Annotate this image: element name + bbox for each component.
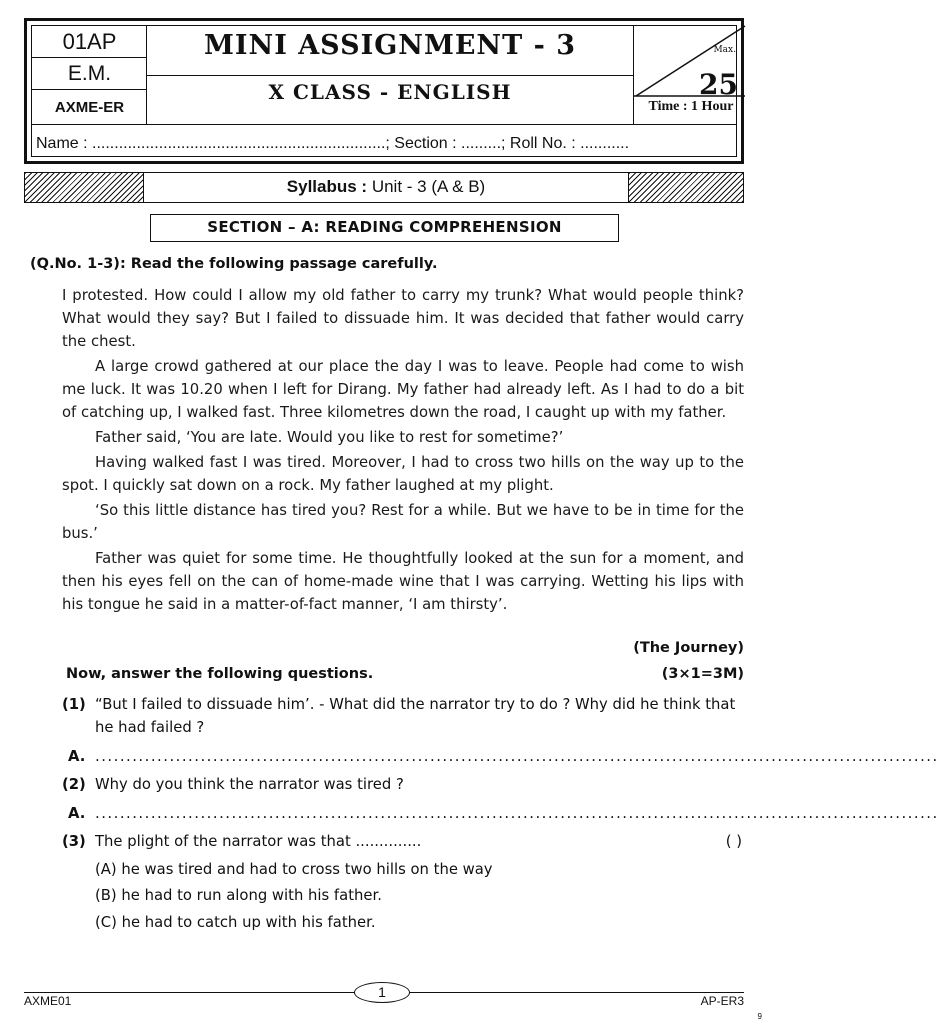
passage-paragraph: Father said, ‘You are late. Would you like to rest for sometime?’ (95, 429, 564, 446)
passage-paragraph: Father was quiet for some time. He thoughtfully looked at the sun for a moment, and then his eyes fell on the can of home-made wine that I was carrying. Wetting his lips with his tongue he said in a matter-of-fact manner, ‘I am thirsty’. (62, 550, 744, 613)
time-duration: Time : 1 Hour (648, 99, 734, 114)
question-number: (1) (62, 696, 86, 713)
assignment-title: MINI ASSIGNMENT - 3 (204, 30, 576, 61)
option-b: (B) he had to run along with his father. (95, 887, 382, 904)
syllabus-value: Unit - 3 (A & B) (371, 177, 486, 196)
answer-label: A. (68, 748, 86, 765)
question-number: (3) (62, 833, 86, 850)
max-marks-value: 25 (699, 68, 738, 101)
question-1 (62, 693, 744, 739)
passage-paragraph: ‘So this little distance has tired you? Rest for a while. But we have to be in time for the bus.’ (62, 502, 744, 542)
footer-code-right: AP-ER3 (700, 994, 744, 1008)
student-details-line: Name : ..................................................................; Section : .........; Roll No. : ........... (32, 124, 736, 164)
page-number: 1 (354, 982, 410, 1003)
subject-code: AXME-ER (54, 98, 125, 116)
option-c: (C) he had to catch up with his father. (95, 914, 376, 931)
section-heading: SECTION – A: READING COMPREHENSION (150, 214, 619, 242)
question-instruction: (Q.No. 1-3): Read the following passage carefully. (30, 256, 438, 272)
passage-paragraph: A large crowd gathered at our place the day I was to leave. People had come to wish me luck. It was 10.20 when I left for Dirang. My father had already left. As I had to do a bit of catching up, I walked fast. Three kilometres down the road, I caught up with my father. (62, 358, 744, 421)
question-text: “But I failed to dissuade him’. - What did the narrator try to do ? Why did he think that he had failed ? (95, 696, 736, 736)
passage-paragraph: Having walked fast I was tired. Moreover, I had to cross two hills on the way up to the spot. I quickly sat down on a rock. My father laughed at my plight. (62, 454, 744, 494)
hatch-pattern-left (24, 172, 144, 203)
answer-line-1 (62, 745, 939, 768)
marks-time-box (633, 26, 744, 124)
option-a: (A) he was tired and had to cross two hills on the way (95, 861, 493, 878)
passage-source: (The Journey) (633, 640, 744, 656)
question-text: The plight of the narrator was that .............. (95, 833, 422, 850)
answer-dots: ........................................................................................................................................ (95, 748, 939, 765)
answer-dots: ........................................................................................................................................ (95, 805, 939, 822)
title-divider (147, 75, 633, 76)
max-marks-label: Max. (713, 45, 736, 55)
syllabus-bar (144, 172, 628, 203)
corner-number: 9 (757, 1012, 762, 1021)
question-2 (62, 773, 744, 796)
reading-passage (62, 284, 744, 616)
answer-bracket: ( ) (725, 833, 742, 850)
footer-code-left: AXME01 (24, 994, 72, 1008)
header-frame (24, 18, 744, 164)
question-text: Why do you think the narrator was tired ? (95, 776, 404, 793)
class-subject-title: X CLASS - ENGLISH (268, 80, 512, 104)
header-code-column (32, 26, 147, 124)
question-3 (62, 830, 744, 853)
question-number: (2) (62, 776, 86, 793)
header-inner-frame (31, 25, 737, 157)
hatch-pattern-right (628, 172, 744, 203)
medium-label: E.M. (32, 58, 147, 90)
passage-paragraph: I protested. How could I allow my old father to carry my trunk? What would people think? What would they say? But I failed to dissuade him. It was decided that father would carry the chest. (62, 287, 744, 350)
answer-line-2 (62, 802, 939, 825)
answer-label: A. (68, 805, 86, 822)
title-block (147, 26, 633, 124)
paper-code: 01AP (32, 26, 147, 58)
syllabus-label: Syllabus : (286, 177, 368, 196)
marks-allocation: (3×1=3M) (661, 666, 744, 682)
answer-instruction: Now, answer the following questions. (66, 666, 374, 682)
